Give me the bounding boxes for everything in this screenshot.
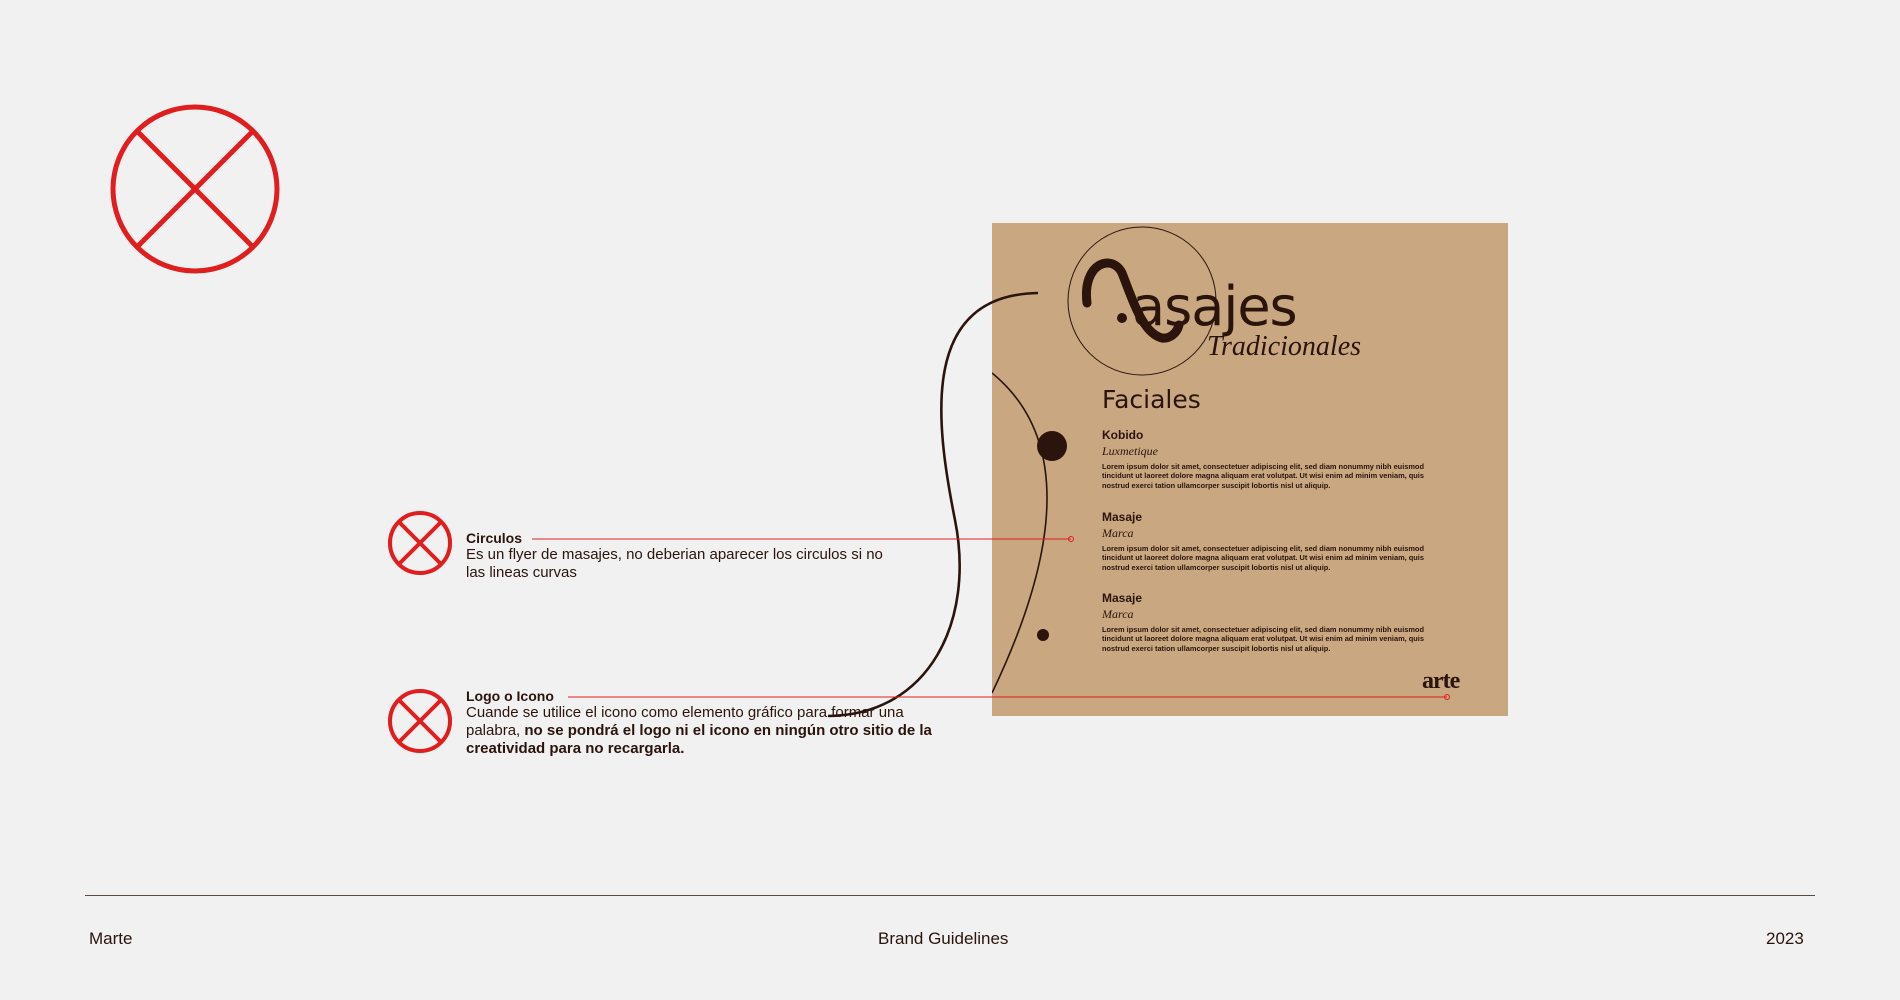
flyer-brand-subtitle: Tradicionales	[1207, 331, 1362, 362]
note-title: Logo o Icono	[466, 688, 554, 704]
note-title: Circulos	[466, 530, 523, 546]
item-desc: Lorem ipsum dolor sit amet, consectetuer adipiscing elit, sed diam nonummy nibh euismod tincidunt ut laoreet dolore magna aliquam erat volutpat. Ut wisi enim ad minim veniam, quis nostrud exerci tation ullamcorper suscipit lobortis nisl ut aliquip.	[1102, 625, 1424, 653]
note-body-bold: no se pondrá el logo ni el icono en ningún otro sitio de la creatividad para no recargarla.	[466, 722, 932, 757]
footer-divider	[85, 895, 1815, 896]
footer-title: Brand Guidelines	[878, 929, 1009, 948]
item-name: Masaje	[1102, 591, 1143, 605]
item-name: Kobido	[1102, 428, 1144, 442]
item-desc: Lorem ipsum dolor sit amet, consectetuer adipiscing elit, sed diam nonummy nibh euismod tincidunt ut laoreet dolore magna aliquam erat volutpat. Ut wisi enim ad minim veniam, quis nostrud exerci tation ullamcorper suscipit lobortis nisl ut aliquip.	[1102, 544, 1424, 572]
item-desc: Lorem ipsum dolor sit amet, consectetuer adipiscing elit, sed diam nonummy nibh euismod tincidunt ut laoreet dolore magna aliquam erat volutpat. Ut wisi enim ad minim veniam, quis nostrud exerci tation ullamcorper suscipit lobortis nisl ut aliquip.	[1102, 462, 1424, 490]
note-body: Es un flyer de masajes, no deberian aparecer los circulos si no las lineas curvas	[466, 546, 883, 581]
item-brand: Marca	[1102, 526, 1134, 540]
note-body-plain: Cuande se utilice el icono como elemento gráfico para formar una palabra,	[466, 704, 904, 739]
item-name: Masaje	[1102, 510, 1143, 524]
flyer-brand-word: asajes	[1132, 275, 1297, 338]
footer-brand: Marte	[89, 929, 133, 948]
flyer-logo: arte	[1422, 668, 1460, 694]
item-brand: Marca	[1102, 607, 1134, 621]
flyer-section-title: Faciales	[1102, 385, 1201, 414]
item-brand: Luxmetique	[1102, 444, 1158, 458]
footer-year: 2023	[1766, 929, 1804, 948]
